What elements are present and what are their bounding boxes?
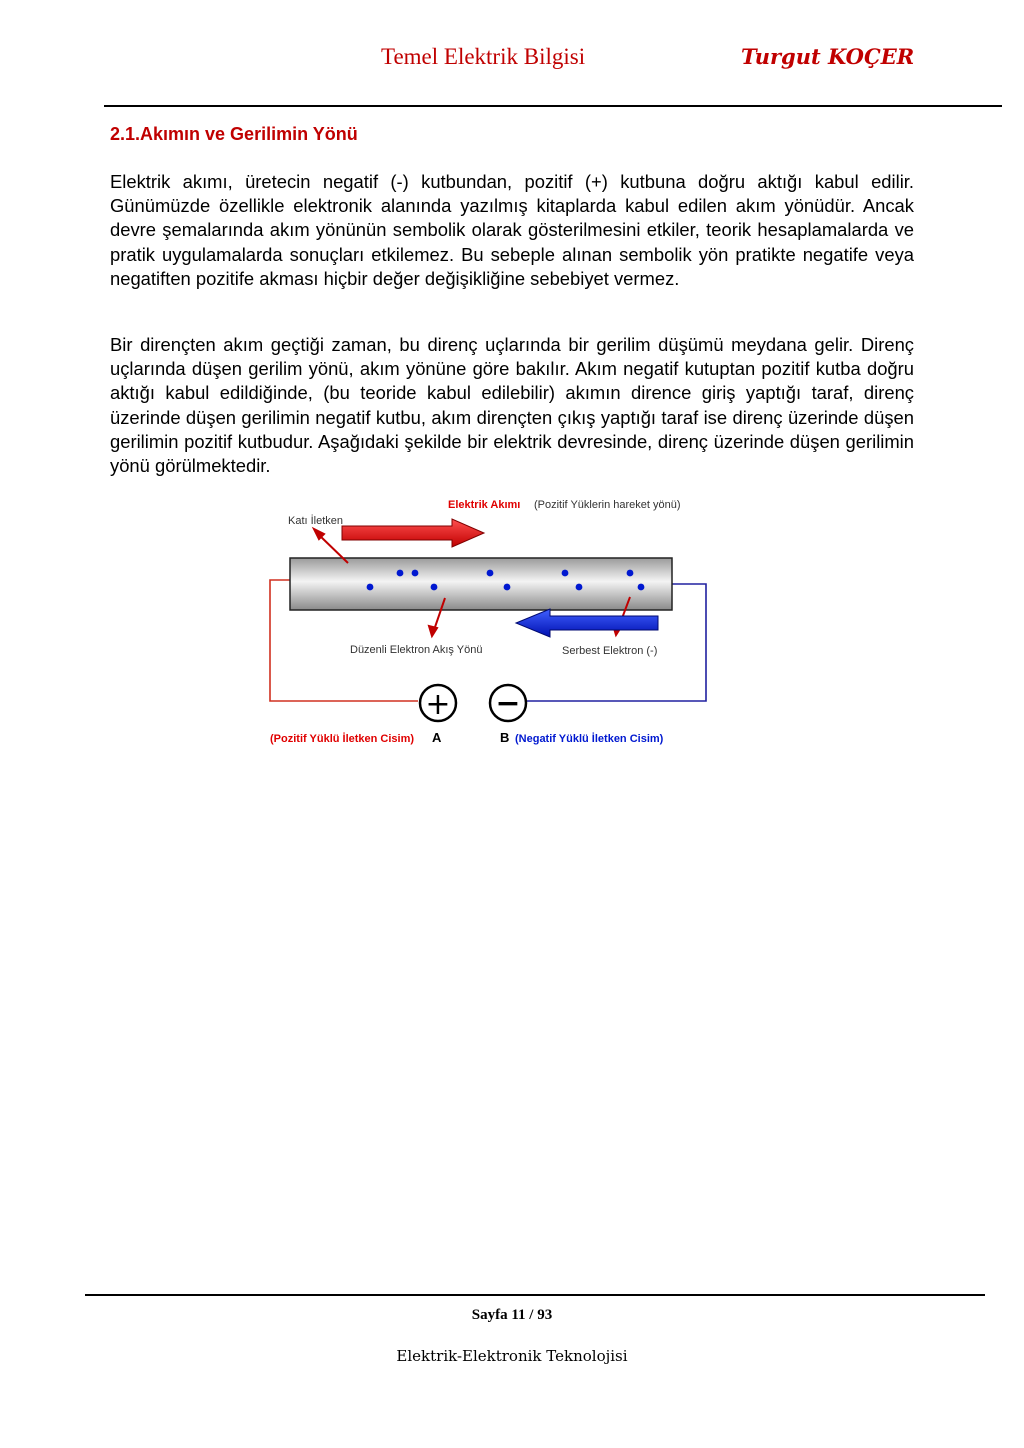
current-arrow bbox=[342, 519, 484, 547]
point-b-label: B bbox=[500, 730, 510, 745]
point-a-label: A bbox=[432, 730, 442, 745]
electron-dot bbox=[627, 570, 634, 577]
current-label: Elektrik Akımı bbox=[448, 499, 521, 511]
section-title: 2.1.Akımın ve Gerilimin Yönü bbox=[110, 124, 358, 144]
positive-body-label: (Pozitif Yüklü İletken Cisim) bbox=[270, 733, 415, 745]
electron-dot bbox=[487, 570, 494, 577]
free-electron-label: Serbest Elektron (-) bbox=[562, 645, 658, 657]
electron-dot bbox=[576, 584, 583, 591]
header-author: Turgut KOÇER bbox=[741, 44, 915, 69]
electron-flow-label: Düzenli Elektron Akış Yönü bbox=[350, 644, 483, 656]
header-divider bbox=[104, 105, 1002, 107]
negative-body-label: (Negatif Yüklü İletken Cisim) bbox=[515, 733, 664, 745]
current-note: (Pozitif Yüklerin hareket yönü) bbox=[534, 499, 681, 511]
electron-dot bbox=[562, 570, 569, 577]
electron-dot bbox=[397, 570, 404, 577]
footer-divider bbox=[85, 1294, 985, 1296]
page-number: Sayfa 11 / 93 bbox=[471, 1307, 553, 1323]
footer-text: Elektrik-Elektronik Teknolojisi bbox=[396, 1347, 628, 1365]
electron-dot bbox=[431, 584, 438, 591]
electron-dot bbox=[367, 584, 374, 591]
electron-dot bbox=[412, 570, 419, 577]
plus-icon: + bbox=[425, 687, 451, 722]
conductor-label: Katı İletken bbox=[288, 515, 344, 527]
paragraph-voltage-drop: Bir dirençten akım geçtiği zaman, bu direnç uçlarında bir gerilim düşümü meydana gelir. Direnç uçlarında düşen gerilim yönü, akım yönüne göre bakılır. Akım negatif kutuptan pozitif kutba doğru aktığı kabul edildiğinde, (bu teoride kabul edilebilir) akımın dirence giriş yaptığı taraf, direnç üzerinde düşen gerilimin negatif kutbu, akım dirençten çıkış yaptığı taraf ise direnç üzerinde düşen gerilimin pozitif kutbudur. Aşağıdaki şekilde bir elektrik devresinde, direnç üzerinde düşen gerilimin yönü görülmektedir. bbox=[110, 334, 914, 477]
minus-icon: − bbox=[495, 686, 521, 721]
electron-dot bbox=[638, 584, 645, 591]
paragraph-current-direction: Elektrik akımı, üretecin negatif (-) kutbundan, pozitif (+) kutbuna doğru aktığı kabul edilir. Günümüzde özellikle elektronik alanında yazılmış kitaplarda kabul edilen akım yönüdür. Ancak devre şemalarında akım yönünün sembolik olarak gösterilmesini etkiler, teorik hesaplamalarda ve pratik uygulamalarda sonuçları etkilemez. Bu sebeple alınan sembolik yön pratikte negatife veya negatiften pozitife akması hiçbir değer değişikliğine sebebiyet vermez. bbox=[110, 171, 914, 289]
current-direction-figure bbox=[262, 492, 722, 754]
electron-dot bbox=[504, 584, 511, 591]
conductor-rod bbox=[290, 558, 672, 610]
header-title: Temel Elektrik Bilgisi bbox=[381, 44, 586, 69]
electron-flow-arrow bbox=[516, 609, 658, 637]
